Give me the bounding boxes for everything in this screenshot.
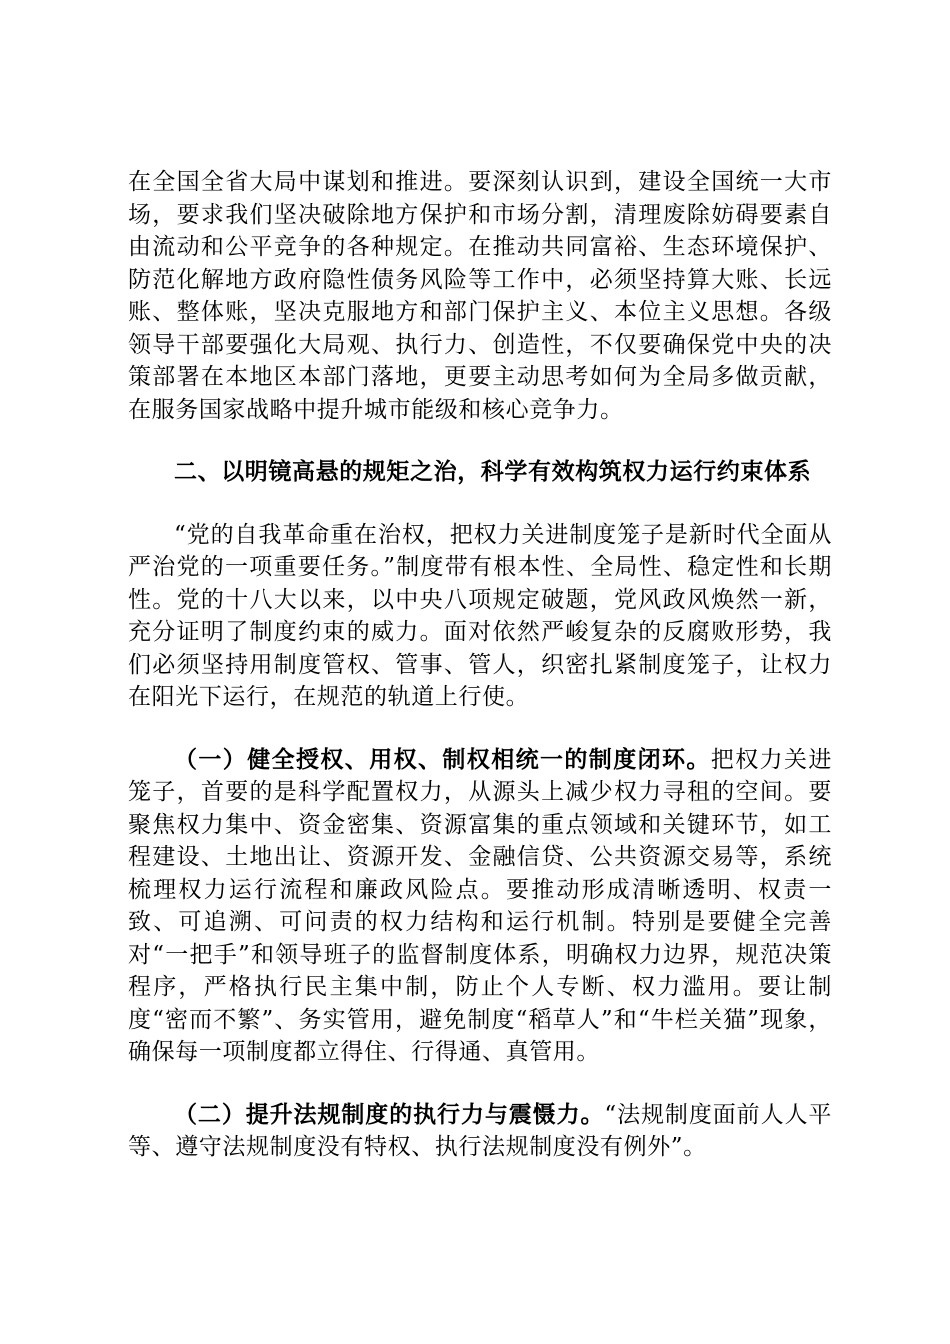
subsection-lead-2: （二）提升法规制度的执行力与震慑力。 bbox=[174, 1101, 605, 1128]
body-paragraph-1: 在全国全省大局中谋划和推进。要深刻认识到，建设全国统一大市场，要求我们坚决破除地方保护和市场分割，清理废除妨碍要素自由流动和公平竞争的各种规定。在推动共同富裕、生态环境保护、防范化解地方政府隐性债务风险等工作中，必须坚持算大账、长远账、整体账，坚决克服地方和部门保护主义、本位主义思想。各级领导干部要强化大局观、执行力、创造性，不仅要确保党中央的决策部署在本地区本部门落地，更要主动思考如何为全局多做贡献，在服务国家战略中提升城市能级和核心竞争力。 bbox=[128, 169, 832, 423]
body-paragraph-4 bbox=[128, 1099, 832, 1164]
subsection-body-1: 把权力关进笼子，首要的是科学配置权力，从源头上减少权力寻租的空间。要聚焦权力集中、资金密集、资源富集的重点领域和关键环节，如工程建设、土地出让、资源开发、金融信贷、公共资源交易等，系统梳理权力运行流程和廉政风险点。要推动形成清晰透明、权责一致、可追溯、可问责的权力结构和运行机制。特别是要健全完善对“一把手”和领导班子的监督制度体系，明确权力边界，规范决策程序，严格执行民主集中制，防止个人专断、权力滥用。要让制度“密而不繁”、务实管用，避免制度“稻草人”和“牛栏关猫”现象，确保每一项制度都立得住、行得通、真管用。 bbox=[128, 746, 832, 1065]
subsection-body-2: “法规制度面前人人平等、遵守法规制度没有特权、执行法规制度没有例外”。 bbox=[128, 1101, 832, 1160]
body-paragraph-3 bbox=[128, 744, 832, 1069]
document-page bbox=[128, 166, 832, 1164]
section-heading-2: 二、以明镜高悬的规矩之治，科学有效构筑权力运行约束体系 bbox=[174, 459, 812, 485]
body-paragraph-2: “党的自我革命重在治权，把权力关进制度笼子是新时代全面从严治党的一项重要任务。”制度带有根本性、全局性、稳定性和长期性。党的十八大以来，以中央八项规定破题，党风政风焕然一新，充分证明了制度约束的威力。面对依然严峻复杂的反腐败形势，我们必须坚持用制度管权、管事、管人，织密扎紧制度笼子，让权力在阳光下运行，在规范的轨道上行使。 bbox=[128, 521, 832, 710]
subsection-lead-1: （一）健全授权、用权、制权相统一的制度闭环。 bbox=[174, 746, 711, 773]
